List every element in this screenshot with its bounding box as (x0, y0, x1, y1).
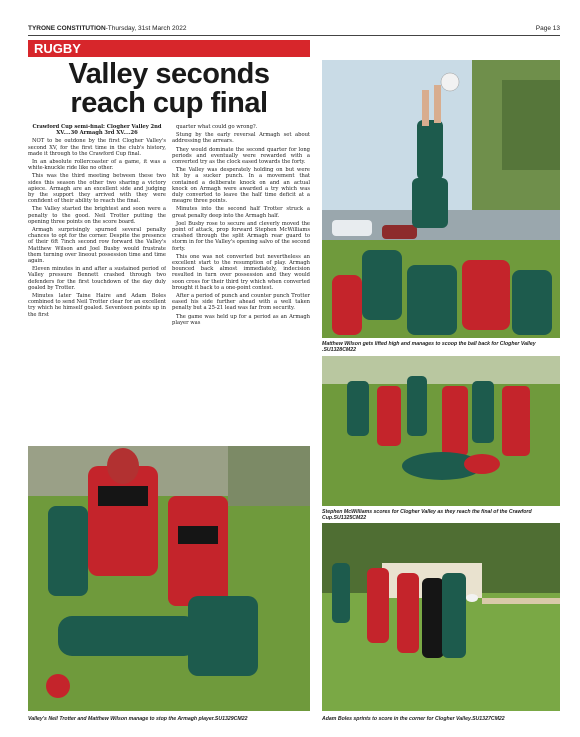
score-photo (322, 356, 560, 506)
paragraph: Armagh surprisingly spurned several penalty chances to opt for the corner. Despite the presence of their 6ft 7inch second row forward the Valley's Matthew Wilson and Joel Busby would frustrate them turning over lineout possession time and time again. (28, 227, 166, 265)
paragraph: Joel Busby rose to secure and cleverly moved the point of attack, prop forward Stephen McWilliams crashed through the split Armagh rear guard to storm in for the Valley's opening salvo of the second forty. (172, 220, 310, 252)
paragraph: Eleven minutes in and after a sustained period of Valley pressure Bennett crashed through two defenders for the first touchdown of the day duly goaled by Trotter. (28, 266, 166, 291)
paragraph: Minutes later Taine Haire and Adam Boles combined to send Neil Trotter clear for an excellent try which he himself goaled. Seventeen points up in the first (28, 293, 166, 318)
paragraph: This one was not converted but nevertheless an excellent start to the resumption of play. Armagh bounced back almost immediately, indecision resulted in turn over possession and they would soon cross for their third try which when converted brought it back to a one-point contest. (172, 253, 310, 291)
article-body (28, 124, 310, 442)
paragraph: Stung by the early reversal Armagh set about addressing the arrears. (172, 132, 310, 145)
paragraph: In an absolute rollercoaster of a game, it was a white-knuckle ride like no other. (28, 159, 166, 172)
article-column-1 (28, 124, 166, 442)
paragraph: They would dominate the second quarter for long periods and eventually were rewarded with a converted try as the clock eased towards the forty. (172, 146, 310, 166)
page-number: Page 13 (535, 24, 560, 32)
paragraph: The Valley was desperately holding on but were hit by a sucker punch. In a movement that contained a deliberate knock on and an actual knock on Armagh were awarded a try which was duly converted to leave the half time deficit at a meagre three points. (172, 167, 310, 205)
paragraph: NOT to be outdone by the first Clogher Valley's second XV, for the first time in the club's history, made it through to the Crawford Cup final. (28, 138, 166, 157)
score-caption: Stephen McWilliams scores for Clogher Valley as they reach the final of the Crawford Cup.SU1325CM22 (322, 509, 532, 522)
masthead: TYRONE CONSTITUTION-Thursday, 31st March 2022 (28, 24, 187, 32)
tackle-caption: Valley's Neil Trotter and Matthew Wilson manage to stop the Armagh player.SU1329CM22 (28, 716, 248, 722)
boles-photo (322, 523, 560, 711)
boles-caption: Adam Boles sprints to score in the corner for Clogher Valley.SU1327CM22 (322, 716, 505, 722)
paragraph: This was the third meeting between these two sides this season the other two sharing a victory apiece. Armagh are an excellent side and judging by the support they arrived with they were confident of their ability to reach the final. (28, 173, 166, 205)
section-label: RUGBY (28, 40, 310, 57)
paragraph: quarter what could go wrong?. (176, 124, 258, 130)
article-column-2 (172, 124, 310, 442)
lineout-photo (322, 60, 560, 338)
paragraph: The game was held up for a period as an Armagh player was (172, 313, 310, 326)
paragraph: Minutes into the second half Trotter struck a great penalty deep into the Armagh half. (172, 206, 310, 219)
match-result: Crawford Cup semi-final: Clogher Valley 2nd XV....30 Armagh 3rd XV....26 (32, 124, 162, 137)
lineout-caption: Matthew Wilson gets lifted high and manages to scoop the ball back for Clogher Valley .SU1328CM22 (322, 341, 536, 354)
paragraph: After a period of punch and counter punch Trotter eased his side further ahead with a well taken penalty but a 25-21 lead was far from security. (172, 293, 310, 312)
header-rule (28, 35, 560, 36)
tackle-photo (28, 446, 310, 711)
paragraph: The Valley started the brightest and soon were a penalty to the good. Neil Trotter putting the opening three points on the score board. (28, 206, 166, 225)
headline: Valley seconds reach cup final (68, 58, 270, 119)
page-header (28, 22, 560, 34)
